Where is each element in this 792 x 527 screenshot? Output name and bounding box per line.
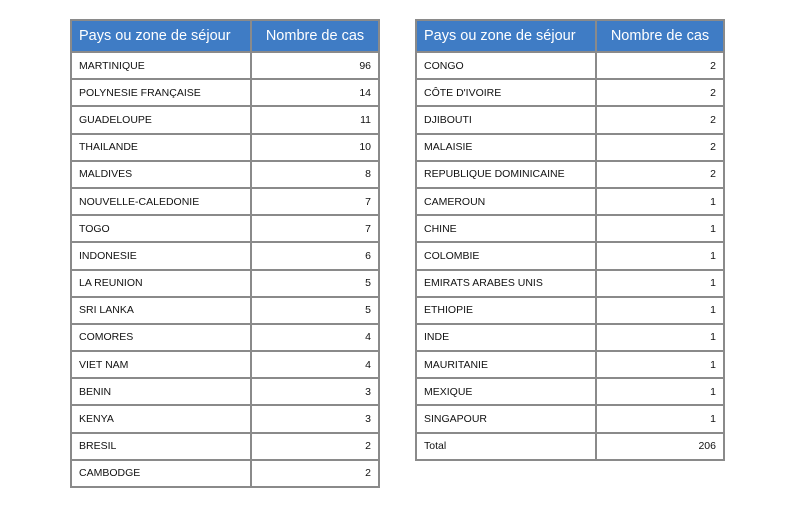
table-row xyxy=(416,351,724,378)
cases-cell: 1 xyxy=(596,324,724,351)
country-cell: KENYA xyxy=(71,405,251,432)
table-row xyxy=(416,270,724,297)
country-cell: MAURITANIE xyxy=(416,351,596,378)
country-cell: MEXIQUE xyxy=(416,378,596,405)
country-cell: CONGO xyxy=(416,52,596,79)
country-cell: DJIBOUTI xyxy=(416,106,596,133)
table-row xyxy=(416,188,724,215)
country-cell: BENIN xyxy=(71,378,251,405)
table-row xyxy=(416,297,724,324)
table-row xyxy=(71,242,379,269)
header-row xyxy=(71,20,379,52)
table-row xyxy=(71,106,379,133)
country-cell: VIET NAM xyxy=(71,351,251,378)
cases-cell: 8 xyxy=(251,161,379,188)
cases-cell: 3 xyxy=(251,378,379,405)
cases-cell: 4 xyxy=(251,324,379,351)
country-cell: CAMBODGE xyxy=(71,460,251,487)
country-cell: ETHIOPIE xyxy=(416,297,596,324)
table-row xyxy=(416,215,724,242)
header-row xyxy=(416,20,724,52)
table-row xyxy=(416,52,724,79)
cases-cell: 1 xyxy=(596,188,724,215)
cases-cell: 2 xyxy=(596,79,724,106)
header-cases: Nombre de cas xyxy=(251,20,379,52)
cases-cell: 3 xyxy=(251,405,379,432)
table-body xyxy=(71,52,379,487)
cases-cell: 1 xyxy=(596,270,724,297)
country-cell: SINGAPOUR xyxy=(416,405,596,432)
country-cell: CÔTE D'IVOIRE xyxy=(416,79,596,106)
country-cell: THAILANDE xyxy=(71,134,251,161)
table-row xyxy=(71,79,379,106)
cases-cell: 1 xyxy=(596,242,724,269)
table-row xyxy=(416,79,724,106)
cases-cell: 1 xyxy=(596,378,724,405)
country-cell: COLOMBIE xyxy=(416,242,596,269)
cases-cell: 96 xyxy=(251,52,379,79)
cases-cell: 5 xyxy=(251,297,379,324)
cases-cell: 7 xyxy=(251,188,379,215)
table-body xyxy=(416,52,724,460)
table-row xyxy=(71,188,379,215)
table-row xyxy=(416,161,724,188)
country-cell: BRESIL xyxy=(71,433,251,460)
cases-table-right xyxy=(415,19,725,461)
table-row xyxy=(416,106,724,133)
cases-cell: 206 xyxy=(596,433,724,460)
table-row xyxy=(416,324,724,351)
cases-cell: 2 xyxy=(251,433,379,460)
country-cell: INDONESIE xyxy=(71,242,251,269)
country-cell: MALDIVES xyxy=(71,161,251,188)
table-row xyxy=(416,378,724,405)
cases-cell: 2 xyxy=(251,460,379,487)
cases-cell: 5 xyxy=(251,270,379,297)
country-cell: POLYNESIE FRANÇAISE xyxy=(71,79,251,106)
cases-cell: 1 xyxy=(596,351,724,378)
cases-cell: 2 xyxy=(596,134,724,161)
cases-cell: 1 xyxy=(596,297,724,324)
cases-cell: 1 xyxy=(596,215,724,242)
table-row xyxy=(71,52,379,79)
header-country: Pays ou zone de séjour xyxy=(71,20,251,52)
header-country: Pays ou zone de séjour xyxy=(416,20,596,52)
country-cell: CHINE xyxy=(416,215,596,242)
country-cell: INDE xyxy=(416,324,596,351)
country-cell: MALAISIE xyxy=(416,134,596,161)
cases-cell: 14 xyxy=(251,79,379,106)
country-cell: GUADELOUPE xyxy=(71,106,251,133)
country-cell: COMORES xyxy=(71,324,251,351)
header-cases: Nombre de cas xyxy=(596,20,724,52)
country-cell: LA REUNION xyxy=(71,270,251,297)
table-row xyxy=(71,460,379,487)
table-row xyxy=(71,324,379,351)
table-row xyxy=(71,405,379,432)
table-row xyxy=(71,433,379,460)
country-cell: CAMEROUN xyxy=(416,188,596,215)
cases-table-left xyxy=(70,19,380,488)
table-row xyxy=(416,242,724,269)
country-cell: EMIRATS ARABES UNIS xyxy=(416,270,596,297)
cases-cell: 2 xyxy=(596,106,724,133)
table-row xyxy=(71,134,379,161)
country-cell: NOUVELLE-CALEDONIE xyxy=(71,188,251,215)
cases-cell: 1 xyxy=(596,405,724,432)
table-row xyxy=(71,161,379,188)
cases-cell: 11 xyxy=(251,106,379,133)
cases-cell: 2 xyxy=(596,52,724,79)
table-row xyxy=(71,378,379,405)
cases-cell: 6 xyxy=(251,242,379,269)
table-row xyxy=(416,134,724,161)
table-row xyxy=(416,405,724,432)
country-cell: REPUBLIQUE DOMINICAINE xyxy=(416,161,596,188)
table-row xyxy=(71,297,379,324)
cases-cell: 2 xyxy=(596,161,724,188)
table-row xyxy=(71,215,379,242)
table-row xyxy=(416,433,724,460)
cases-cell: 10 xyxy=(251,134,379,161)
table-row xyxy=(71,270,379,297)
country-cell: MARTINIQUE xyxy=(71,52,251,79)
country-cell: Total xyxy=(416,433,596,460)
country-cell: TOGO xyxy=(71,215,251,242)
cases-cell: 4 xyxy=(251,351,379,378)
country-cell: SRI LANKA xyxy=(71,297,251,324)
table-row xyxy=(71,351,379,378)
cases-cell: 7 xyxy=(251,215,379,242)
